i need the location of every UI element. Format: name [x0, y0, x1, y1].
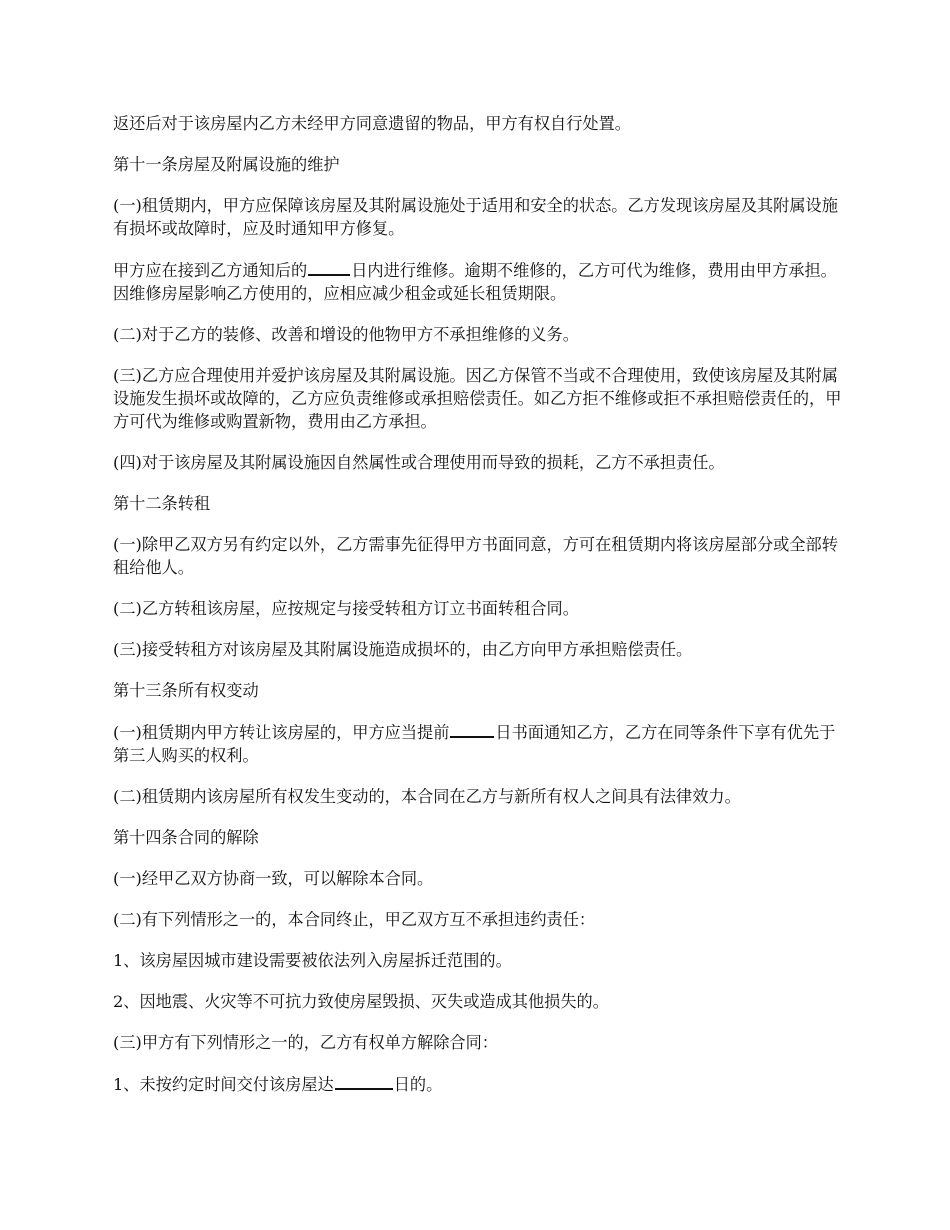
paragraph-maintenance-2: (二)对于乙方的装修、改善和增设的他物甲方不承担维修的义务。 — [113, 325, 579, 344]
heading-article-13: 第十三条所有权变动 — [113, 681, 259, 700]
text-segment: (一)租赁期内甲方转让该房屋的，甲方应当提前 — [113, 723, 450, 742]
paragraph-termination-3: (三)甲方有下列情形之一的，乙方有权单方解除合同： — [113, 1033, 498, 1052]
blank-line — [335, 1072, 393, 1090]
heading-article-11: 第十一条房屋及附属设施的维护 — [113, 155, 340, 174]
text-segment: 日书面通知乙方，乙方在同等条件下享有优先于第三人购买的权利。 — [113, 723, 836, 765]
list-item: 2、因地震、火灾等不可抗力致使房屋毁损、灭失或造成其他损失的。 — [113, 992, 609, 1011]
text-segment: 日内进行维修。逾期不维修的，乙方可代为维修，费用由甲方承担。因维修房屋影响乙方使用的，应相应减少租金或延长租赁期限。 — [113, 261, 837, 303]
text-segment: 1、未按约定时间交付该房屋达 — [113, 1075, 334, 1094]
paragraph-maintenance-3: (三)乙方应合理使用并爱护该房屋及其附属设施。因乙方保管不当或不合理使用，致使该房屋及其附属设施发生损坏或故障的，乙方应负责维修或承担赔偿责任。如乙方拒不维修或拒不承担赔偿责任的，甲方可代为维修或购置新物，费用由乙方承担。 — [113, 366, 842, 431]
paragraph-maintenance-4: (四)对于该房屋及其附属设施因自然属性或合理使用而导致的损耗，乙方不承担责任。 — [113, 453, 725, 472]
paragraph-ownership-1 — [113, 720, 848, 767]
paragraph-sublease-1: (一)除甲乙双方另有约定以外，乙方需事先征得甲方书面同意，方可在租赁期内将该房屋部分或全部转租给他人。 — [113, 535, 838, 577]
blank-line — [308, 258, 350, 276]
paragraph-return-items: 返还后对于该房屋内乙方未经甲方同意遗留的物品，甲方有权自行处置。 — [113, 114, 631, 133]
text-segment: 日的。 — [393, 1075, 443, 1094]
paragraph-termination-2: (二)有下列情形之一的，本合同终止，甲乙双方互不承担违约责任： — [113, 910, 596, 929]
blank-line — [450, 720, 494, 738]
list-item: 1、该房屋因城市建设需要被依法列入房屋拆迁范围的。 — [113, 951, 512, 970]
text-segment: 甲方应在接到乙方通知后的 — [113, 261, 308, 280]
list-item — [113, 1072, 848, 1096]
heading-article-14: 第十四条合同的解除 — [113, 828, 259, 847]
paragraph-maintenance-days — [113, 258, 848, 305]
paragraph-sublease-2: (二)乙方转租该房屋，应按规定与接受转租方订立书面转租合同。 — [113, 599, 579, 618]
document-page — [113, 112, 848, 1114]
paragraph-sublease-3: (三)接受转租方对该房屋及其附属设施造成损坏的，由乙方向甲方承担赔偿责任。 — [113, 640, 693, 659]
paragraph-termination-1: (一)经甲乙双方协商一致，可以解除本合同。 — [113, 869, 434, 888]
paragraph-maintenance-1: (一)租赁期内，甲方应保障该房屋及其附属设施处于适用和安全的状态。乙方发现该房屋及其附属设施有损坏或故障时，应及时通知甲方修复。 — [113, 196, 838, 238]
heading-article-12: 第十二条转租 — [113, 494, 211, 513]
paragraph-ownership-2: (二)租赁期内该房屋所有权发生变动的，本合同在乙方与新所有权人之间具有法律效力。 — [113, 787, 741, 806]
